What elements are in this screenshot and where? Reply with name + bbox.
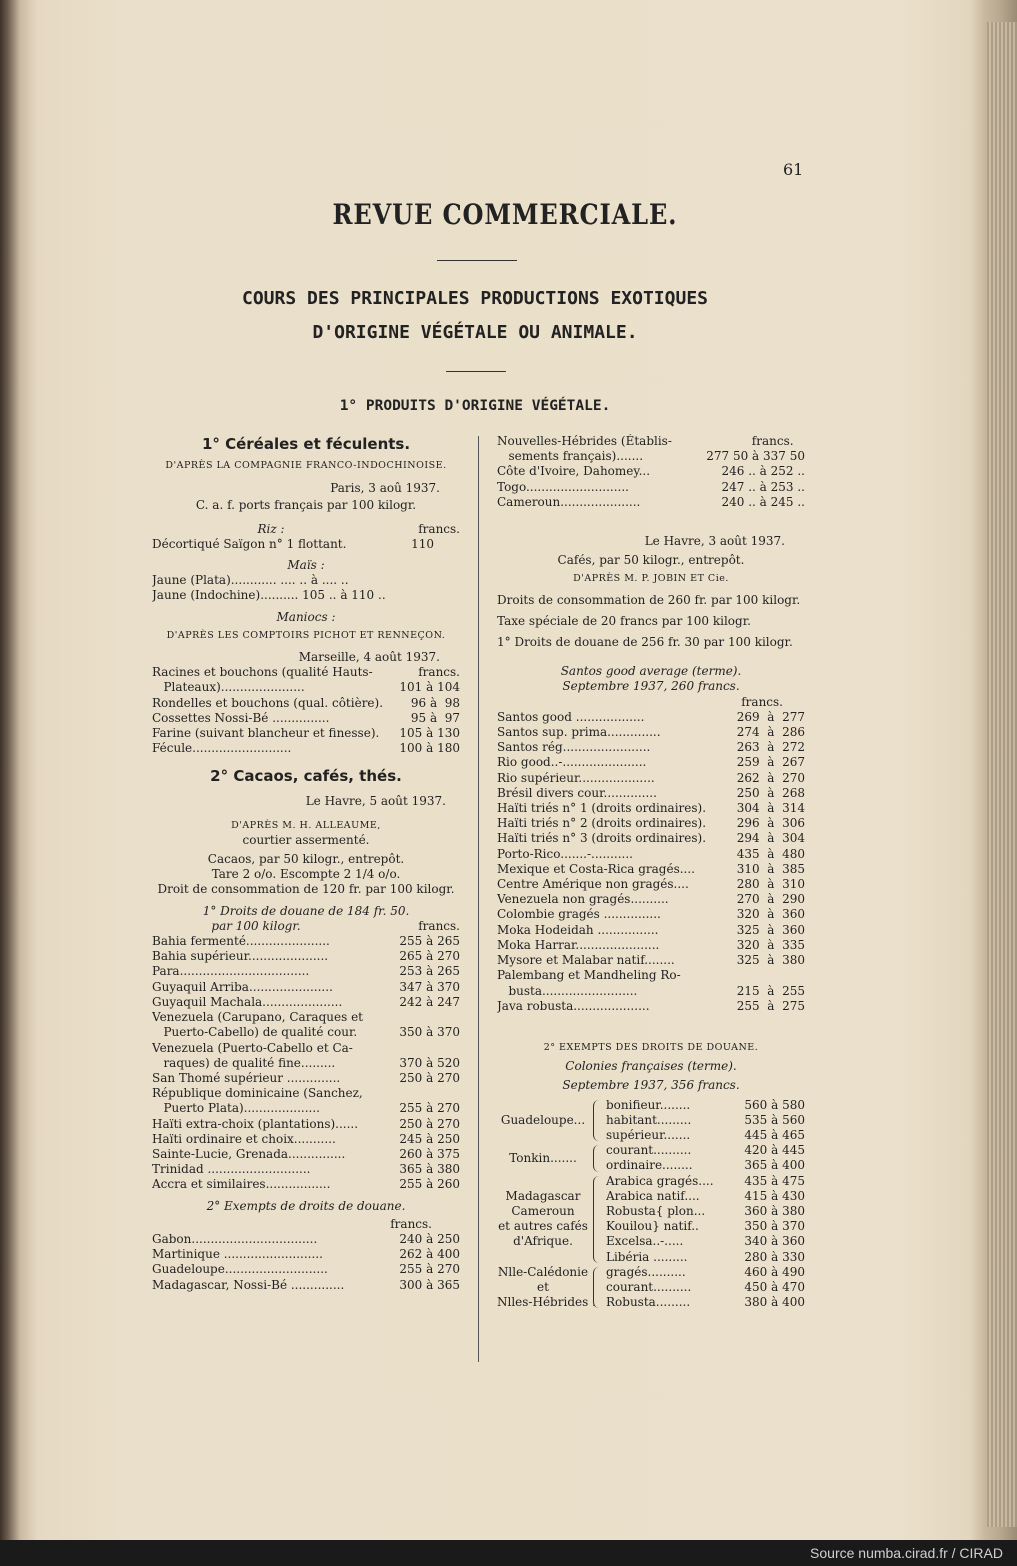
price-row <box>497 892 805 907</box>
price-row-value: 270 à 290 <box>736 892 805 907</box>
colony-group-label-line: Nlle-Calédonie <box>497 1264 589 1279</box>
mais-rows <box>152 573 460 603</box>
source-credit: Source numba.cirad.fr / CIRAD <box>810 1545 1003 1561</box>
price-row-label: Sainte-Lucie, Grenada............... <box>152 1146 346 1161</box>
column-divider <box>478 436 479 1362</box>
price-row <box>152 1262 460 1277</box>
section-heading: 1° PRODUITS D'ORIGINE VÉGÉTALE. <box>339 398 611 414</box>
price-row-label: Venezuela (Puerto-Cabello et Ca- <box>152 1040 353 1055</box>
price-row-value: 320 à 360 <box>736 907 805 922</box>
colony-price-row <box>606 1158 805 1173</box>
price-row-value: 262 à 400 <box>399 1247 460 1262</box>
price-row-value: 365 à 380 <box>399 1162 460 1177</box>
price-row <box>152 1247 460 1262</box>
price-row <box>497 740 805 755</box>
cacaos-source-2: courtier assermenté. <box>242 832 370 847</box>
maniocs-label: Maniocs : <box>276 609 336 624</box>
price-row-label: busta......................... <box>497 983 638 998</box>
brace <box>593 1176 602 1263</box>
price-row-value: 350 à 370 <box>399 1025 460 1040</box>
colony-price-label: Kouilou} natif.. <box>606 1219 699 1234</box>
price-row-value: 255 à 265 <box>399 934 460 949</box>
price-row <box>497 449 805 464</box>
colony-group <box>497 1098 805 1144</box>
riz-row: Décortiqué Saïgon n° 1 flottant. 110 <box>152 536 434 551</box>
price-row-label: Venezuela (Carupano, Caraques et <box>152 1010 363 1025</box>
price-row-label: Farine (suivant blancheur et finesse). <box>152 726 380 741</box>
price-row <box>152 1025 460 1040</box>
price-row <box>152 1232 460 1247</box>
colony-price-row <box>606 1265 805 1280</box>
cafes-source: D'APRÈS M. P. JOBIN ET Cie. <box>573 573 729 585</box>
cacaos-exempts: 2° Exempts de droits de douane. <box>206 1198 406 1213</box>
cereales-source: D'APRÈS LA COMPAGNIE FRANCO-INDOCHINOISE. <box>165 460 447 471</box>
price-row <box>497 968 805 983</box>
price-row-value: 260 à 375 <box>399 1146 460 1161</box>
colony-price-value: 460 à 490 <box>744 1264 805 1279</box>
colony-price-value: 435 à 475 <box>744 1173 805 1188</box>
cacaos-francs: francs. <box>418 918 460 933</box>
price-row <box>497 831 805 846</box>
price-row <box>497 953 805 968</box>
price-row-value <box>378 1086 460 1101</box>
price-row <box>152 1132 460 1147</box>
price-row-label: Fécule.......................... <box>152 741 292 756</box>
colony-price-row <box>606 1280 805 1295</box>
price-row-label: Gabon................................. <box>152 1231 318 1246</box>
price-row-value: 95 à 97 <box>410 710 460 725</box>
price-row-label: sements français)....... <box>497 449 644 464</box>
price-row-value: 296 à 306 <box>736 816 805 831</box>
colony-price-value: 350 à 370 <box>744 1219 805 1234</box>
cereales-terms: C. a. f. ports français par 100 kilogr. <box>195 498 417 513</box>
price-row <box>497 862 805 877</box>
colony-group-label <box>497 1143 589 1173</box>
price-row-label: Puerto Plata).................... <box>152 1101 320 1116</box>
price-row <box>152 696 460 711</box>
price-row-label: Haïti triés n° 2 (droits ordinaires). <box>497 816 707 831</box>
price-row-value: 347 à 370 <box>399 979 460 994</box>
taxe-speciale: Taxe spéciale de 20 francs par 100 kilogr. <box>497 613 751 628</box>
colony-group-label-line: Cameroun <box>511 1203 575 1218</box>
price-row <box>497 480 805 495</box>
price-row <box>152 1071 460 1086</box>
price-row <box>152 711 460 726</box>
price-row-label: Madagascar, Nossi-Bé .............. <box>152 1277 345 1292</box>
price-row-label: Trinidad ........................... <box>152 1162 311 1177</box>
price-row-label: Nouvelles-Hébrides (Établis- <box>497 434 672 448</box>
price-row-value: 96 à 98 <box>410 695 460 710</box>
santos-septembre: Septembre 1937, 260 francs. <box>562 679 740 694</box>
colony-price-row <box>606 1295 805 1310</box>
colony-price-value: 450 à 470 <box>744 1279 805 1294</box>
price-row-value: francs. <box>418 665 460 680</box>
price-row-label: Bahia fermenté...................... <box>152 934 330 949</box>
price-row-label: Haïti extra-choix (plantations)...... <box>152 1116 359 1131</box>
price-row-label: Racines et bouchons (qualité Hauts- <box>152 665 373 680</box>
price-row <box>152 741 460 756</box>
price-row <box>152 1041 460 1056</box>
colony-price-row <box>606 1143 805 1158</box>
price-row-value: 259 à 267 <box>736 755 805 770</box>
colony-price-value: 365 à 400 <box>744 1158 805 1173</box>
cacaos-terms-3: Droit de consommation de 120 fr. par 100 kilogr. <box>157 882 455 897</box>
colony-price-value: 535 à 560 <box>744 1112 805 1127</box>
price-row <box>152 934 460 949</box>
cacaos-droits-2: par 100 kilogr. <box>211 918 301 933</box>
footer-bar <box>0 1540 1017 1566</box>
subtitle-rule <box>446 371 506 372</box>
price-row-value: 250 à 270 <box>399 1070 460 1085</box>
price-row-label: Puerto-Cabello) de qualité cour. <box>152 1025 358 1040</box>
right-top-rows <box>497 434 805 510</box>
price-row-label: Togo........................... <box>497 479 629 494</box>
price-row-label: Venezuela non gragés.......... <box>497 892 669 907</box>
price-row <box>497 816 805 831</box>
colonies-heading: Colonies françaises (terme). <box>565 1059 737 1074</box>
colony-price-value: 380 à 400 <box>744 1295 805 1310</box>
price-row-label: raques) de qualité fine......... <box>152 1055 336 1070</box>
brace <box>593 1100 602 1142</box>
cacaos-source: D'APRÈS M. H. ALLEAUME, <box>231 819 381 831</box>
colony-group <box>497 1143 805 1173</box>
price-row-label: Santos sup. prima.............. <box>497 725 661 740</box>
price-row-value: 262 à 270 <box>736 770 805 785</box>
price-row-value: 240 à 250 <box>399 1231 460 1246</box>
price-row-value: 250 à 268 <box>736 785 805 800</box>
colony-price-row <box>606 1174 805 1189</box>
price-row <box>497 801 805 816</box>
colony-price-label: supérieur....... <box>606 1127 691 1142</box>
price-row <box>497 495 805 510</box>
colony-price-label: gragés.......... <box>606 1264 686 1279</box>
colony-price-label: ordinaire........ <box>606 1158 693 1173</box>
price-row-value: 105 à 130 <box>399 726 460 741</box>
price-row-label: Moka Harrar...................... <box>497 937 660 952</box>
cacaos-francs-2: francs. <box>390 1216 432 1231</box>
price-row-label: Cameroun..................... <box>497 494 641 509</box>
price-row-label: Jaune (Indochine).......... 105 .. à 110 .. <box>152 588 386 603</box>
cafes-date: Le Havre, 3 août 1937. <box>644 534 785 549</box>
title-rule <box>437 260 517 261</box>
price-row-value <box>378 1010 460 1025</box>
price-row-label: Guyaquil Arriba...................... <box>152 979 333 994</box>
colony-group-label <box>497 1098 589 1144</box>
cacaos-terms-1: Cacaos, par 50 kilogr., entrepôt. <box>207 852 405 867</box>
price-row-value: 320 à 335 <box>736 937 805 952</box>
price-row-label: Plateaux)...................... <box>152 680 305 695</box>
price-row <box>497 434 805 449</box>
price-row <box>497 771 805 786</box>
price-row-value <box>713 968 805 983</box>
colony-price-value: 445 à 465 <box>744 1127 805 1142</box>
price-row-value: 253 à 265 <box>399 964 460 979</box>
price-row <box>497 710 805 725</box>
price-row <box>497 877 805 892</box>
price-row <box>152 1010 460 1025</box>
price-row-value: 240 .. à 245 .. <box>721 494 805 509</box>
price-row-value: 255 à 270 <box>399 1262 460 1277</box>
price-row <box>152 665 460 680</box>
price-row-label: Santos rég....................... <box>497 740 651 755</box>
price-row <box>152 1101 460 1116</box>
colony-price-row <box>606 1234 805 1249</box>
colony-group <box>497 1174 805 1265</box>
price-row-label: Haïti triés n° 3 (droits ordinaires). <box>497 831 707 846</box>
price-row-label: Cossettes Nossi-Bé ............... <box>152 710 330 725</box>
price-row <box>497 464 805 479</box>
price-row <box>152 980 460 995</box>
cereales-heading: 1° Céréales et féculents. <box>201 435 411 453</box>
droits-douane: 1° Droits de douane de 256 fr. 30 par 100 kilogr. <box>497 635 793 650</box>
price-row-label: Rio supérieur.................... <box>497 770 655 785</box>
colony-group-label-line: Guadeloupe... <box>500 1112 586 1127</box>
colony-group-label-line: et autres cafés <box>498 1219 588 1234</box>
price-row <box>152 726 460 741</box>
price-row-value: 265 à 270 <box>399 949 460 964</box>
price-row-value: 255 à 275 <box>736 998 805 1013</box>
santos-average: Santos good average (terme). <box>560 664 742 679</box>
riz-francs: francs. <box>418 521 460 536</box>
brace <box>593 1145 602 1171</box>
price-row-value <box>378 1041 460 1056</box>
colonies-septembre: Septembre 1937, 356 francs. <box>562 1078 740 1093</box>
exempts-heading: 2° EXEMPTS DES DROITS DE DOUANE. <box>543 1041 759 1053</box>
price-row-value: 247 .. à 253 .. <box>721 479 805 494</box>
price-row-label: Bahia supérieur..................... <box>152 949 329 964</box>
colony-price-row <box>606 1098 805 1113</box>
price-row-value: 294 à 304 <box>736 831 805 846</box>
price-row-value: 325 à 360 <box>736 922 805 937</box>
price-row <box>152 1278 460 1293</box>
colony-group-label <box>497 1174 589 1265</box>
price-row <box>497 907 805 922</box>
price-row-label: Guadeloupe........................... <box>152 1262 328 1277</box>
price-row-value: 269 à 277 <box>736 709 805 724</box>
price-row-value: 435 à 480 <box>736 846 805 861</box>
colony-price-row <box>606 1113 805 1128</box>
price-row-label: Mysore et Malabar natif........ <box>497 953 675 968</box>
price-row-value: 100 à 180 <box>399 741 460 756</box>
colony-price-value: 560 à 580 <box>744 1097 805 1112</box>
colony-price-label: Robusta{ plon... <box>606 1203 706 1218</box>
price-row-label: Haïti triés n° 1 (droits ordinaires). <box>497 801 707 816</box>
brace <box>593 1267 602 1309</box>
price-row-value: 277 50 à 337 50 <box>706 449 805 464</box>
colony-price-label: Arabica natif.... <box>606 1188 700 1203</box>
maniocs-date: Marseille, 4 août 1937. <box>298 650 440 665</box>
colonies-groups <box>497 1098 805 1311</box>
cacaos-rows <box>152 934 460 1192</box>
page-title: REVUE COMMERCIALE. <box>332 198 678 231</box>
riz-label: Riz : <box>257 521 285 536</box>
colony-price-value: 420 à 445 <box>744 1143 805 1158</box>
colony-price-label: courant.......... <box>606 1279 692 1294</box>
left-column <box>152 434 460 1293</box>
colony-price-row <box>606 1204 805 1219</box>
price-row <box>152 588 460 603</box>
price-row-value: 370 à 520 <box>399 1055 460 1070</box>
price-row <box>152 1056 460 1071</box>
colony-price-row <box>606 1219 805 1234</box>
colony-price-label: Excelsa..-..... <box>606 1234 684 1249</box>
colony-price-label: Robusta......... <box>606 1295 691 1310</box>
price-row-value: 255 à 260 <box>399 1177 460 1192</box>
price-row <box>497 725 805 740</box>
price-row-value: 263 à 272 <box>736 740 805 755</box>
price-row <box>152 1147 460 1162</box>
price-row <box>497 938 805 953</box>
price-row-label: Accra et similaires................. <box>152 1177 331 1192</box>
price-row-value: 280 à 310 <box>736 877 805 892</box>
price-row-label: Porto-Rico.......-........... <box>497 846 633 861</box>
price-row <box>152 1162 460 1177</box>
cacaos-exempts-rows <box>152 1232 460 1293</box>
price-row <box>497 786 805 801</box>
colony-price-label: bonifieur........ <box>606 1097 691 1112</box>
price-row-value: 274 à 286 <box>736 725 805 740</box>
price-row-label: République dominicaine (Sanchez, <box>152 1086 363 1101</box>
colony-price-row <box>606 1128 805 1143</box>
price-row-label: Brésil divers cour.............. <box>497 785 657 800</box>
price-row-label: Rio good..-...................... <box>497 755 647 770</box>
price-row-label: Colombie gragés ............... <box>497 907 661 922</box>
price-row-label: Palembang et Mandheling Ro- <box>497 968 681 983</box>
price-row-label: Jaune (Plata)............ .... .. à .... .. <box>152 573 349 588</box>
price-row-value: 246 .. à 252 .. <box>721 464 805 479</box>
colony-price-value: 340 à 360 <box>744 1234 805 1249</box>
colony-group-label-line: Nlles-Hébrides . <box>497 1295 596 1310</box>
price-row-label: Guyaquil Machala..................... <box>152 994 343 1009</box>
price-row <box>497 984 805 999</box>
colony-price-label: habitant......... <box>606 1112 692 1127</box>
right-column <box>497 434 805 1310</box>
page-edge <box>987 22 1017 1527</box>
colony-price-value: 360 à 380 <box>744 1203 805 1218</box>
price-row-value: 304 à 314 <box>736 801 805 816</box>
price-row <box>152 1177 460 1192</box>
price-row-value: 245 à 250 <box>399 1131 460 1146</box>
price-row-value: 300 à 365 <box>399 1277 460 1292</box>
price-row <box>152 573 460 588</box>
subtitle-line-1: COURS DES PRINCIPALES PRODUCTIONS EXOTIQUES <box>242 288 708 309</box>
subtitle-line-2: D'ORIGINE VÉGÉTALE OU ANIMALE. <box>312 322 638 343</box>
price-row <box>497 923 805 938</box>
mais-label: Maïs : <box>287 558 325 573</box>
price-row-label: Côte d'Ivoire, Dahomey... <box>497 464 651 479</box>
price-row-value: 250 à 270 <box>399 1116 460 1131</box>
price-row-value: francs. <box>751 434 805 448</box>
maniocs-rows <box>152 665 460 756</box>
cacaos-heading: 2° Cacaos, cafés, thés. <box>210 767 402 786</box>
cafes-terms: Cafés, par 50 kilogr., entrepôt. <box>557 553 745 568</box>
price-row-label: Haïti ordinaire et choix........... <box>152 1131 336 1146</box>
price-row-value: 255 à 270 <box>399 1101 460 1116</box>
price-row <box>152 995 460 1010</box>
price-row <box>152 1117 460 1132</box>
price-row <box>497 755 805 770</box>
cafes-francs: francs. <box>741 694 783 709</box>
colony-price-label: Arabica gragés.... <box>606 1173 714 1188</box>
cacaos-terms-2: Tare 2 o/o. Escompte 2 1/4 o/o. <box>211 867 401 882</box>
price-row <box>497 999 805 1014</box>
price-row-label: Santos good .................. <box>497 709 645 724</box>
price-row <box>497 847 805 862</box>
colony-price-value: 280 à 330 <box>744 1249 805 1264</box>
price-row-value: 242 à 247 <box>399 994 460 1009</box>
price-row <box>152 949 460 964</box>
price-row-value: 101 à 104 <box>399 680 460 695</box>
price-row-label: San Thomé supérieur .............. <box>152 1070 341 1085</box>
cafes-rows <box>497 710 805 1014</box>
price-row <box>152 680 460 695</box>
price-row-label: Martinique .......................... <box>152 1247 323 1262</box>
cereales-date: Paris, 3 aoû 1937. <box>330 481 440 496</box>
colony-price-row <box>606 1250 805 1265</box>
price-row-value: 215 à 255 <box>736 983 805 998</box>
price-row-label: Rondelles et bouchons (qual. côtière). <box>152 695 384 710</box>
colony-group-label-line: Madagascar <box>505 1188 581 1203</box>
price-row-label: Centre Amérique non gragés.... <box>497 877 689 892</box>
price-row-label: Para.................................. <box>152 964 310 979</box>
cacaos-date: Le Havre, 5 août 1937. <box>305 794 446 809</box>
colony-group-label-line: d'Afrique. <box>513 1234 573 1249</box>
colony-price-row <box>606 1189 805 1204</box>
price-row-label: Java robusta.................... <box>497 998 650 1013</box>
price-row-label: Moka Hodeidah ................ <box>497 922 659 937</box>
colony-group-label-line: et <box>537 1279 549 1294</box>
price-row-value: 325 à 380 <box>736 953 805 968</box>
cacaos-droits-1: 1° Droits de douane de 184 fr. 50. <box>202 903 410 918</box>
colony-price-value: 415 à 430 <box>744 1188 805 1203</box>
colony-price-label: courant.......... <box>606 1143 692 1158</box>
maniocs-source: D'APRÈS LES COMPTOIRS PICHOT ET RENNEÇON. <box>166 629 446 641</box>
price-row <box>152 964 460 979</box>
droits-consommation: Droits de consommation de 260 fr. par 100 kilogr. <box>497 592 801 607</box>
colony-group <box>497 1265 805 1311</box>
price-row-label: Mexique et Costa-Rica gragés.... <box>497 861 695 876</box>
price-row-value: 310 à 385 <box>736 861 805 876</box>
colony-group-label-line: Tonkin....... <box>509 1150 577 1165</box>
colony-price-label: Libéria ......... <box>606 1249 688 1264</box>
price-row <box>152 1086 460 1101</box>
colony-group-label <box>497 1264 596 1311</box>
page-number: 61 <box>783 160 804 179</box>
